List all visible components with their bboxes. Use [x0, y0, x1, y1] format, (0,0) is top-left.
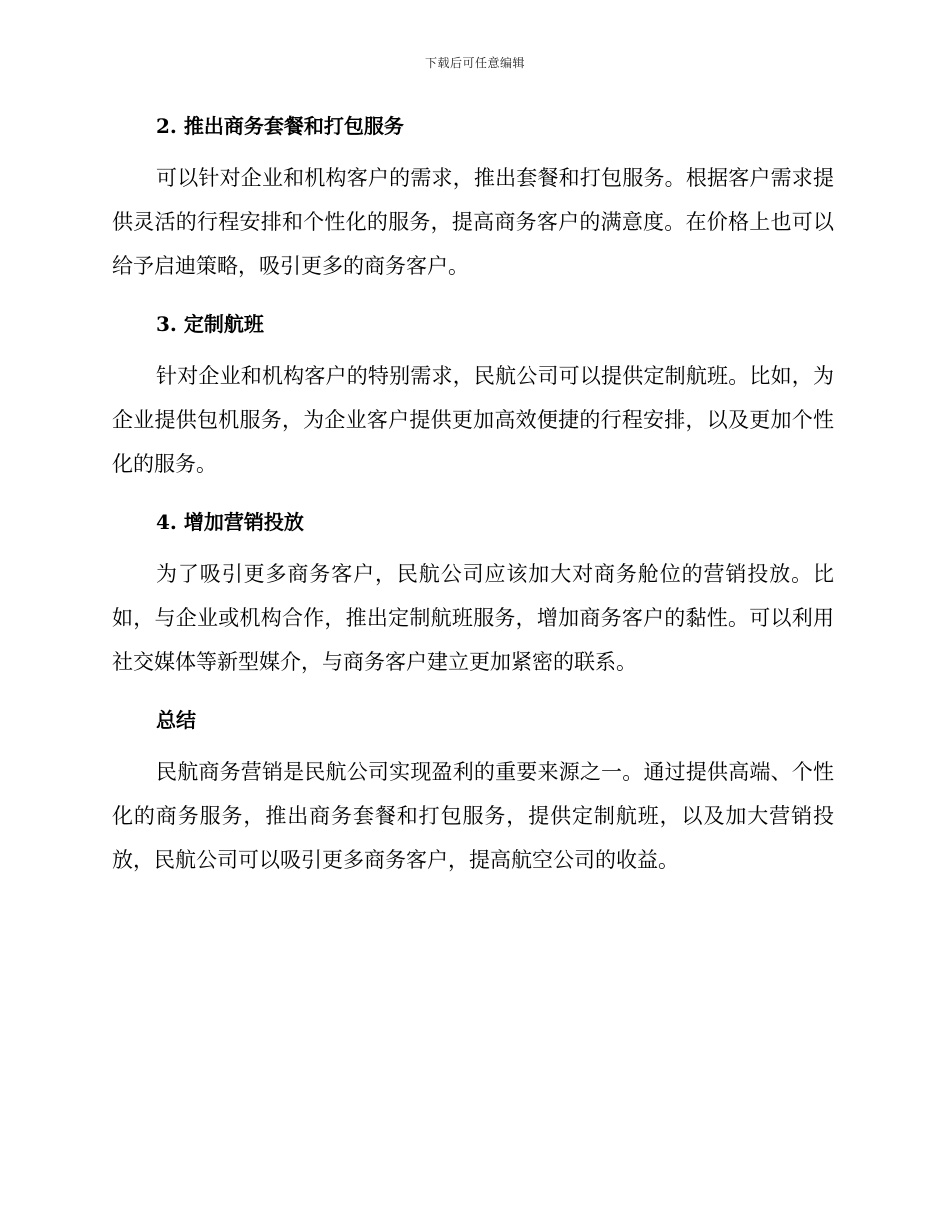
section-paragraph-summary: 民航商务营销是民航公司实现盈利的重要来源之一。通过提供高端、个性化的商务服务，推出商务套餐和打包服务，提供定制航班，以及加大营销投放，民航公司可以吸引更多商务客户，提高航空公司的收益。: [112, 760, 834, 872]
section-heading-custom-flights: 3. 定制航班: [156, 312, 264, 336]
section-paragraph-packages: 可以针对企业和机构客户的需求，推出套餐和打包服务。根据客户需求提供灵活的行程安排和个性化的服务，提高商务客户的满意度。在价格上也可以给予启迪策略，吸引更多的商务客户。: [112, 166, 834, 278]
section-heading-summary: 总结: [156, 708, 196, 732]
section-paragraph-custom-flights: 针对企业和机构客户的特别需求，民航公司可以提供定制航班。比如，为企业提供包机服务，为企业客户提供更加高效便捷的行程安排，以及更加个性化的服务。: [112, 364, 834, 476]
document-body: [112, 110, 834, 902]
section-paragraph-marketing: 为了吸引更多商务客户，民航公司应该加大对商务舱位的营销投放。比如，与企业或机构合作，推出定制航班服务，增加商务客户的黏性。可以利用社交媒体等新型媒介，与商务客户建立更加紧密的联系。: [112, 562, 834, 674]
section-heading-packages: 2. 推出商务套餐和打包服务: [156, 114, 404, 138]
section-heading-marketing: 4. 增加营销投放: [156, 510, 304, 534]
page-header: 下载后可任意编辑: [424, 56, 525, 70]
